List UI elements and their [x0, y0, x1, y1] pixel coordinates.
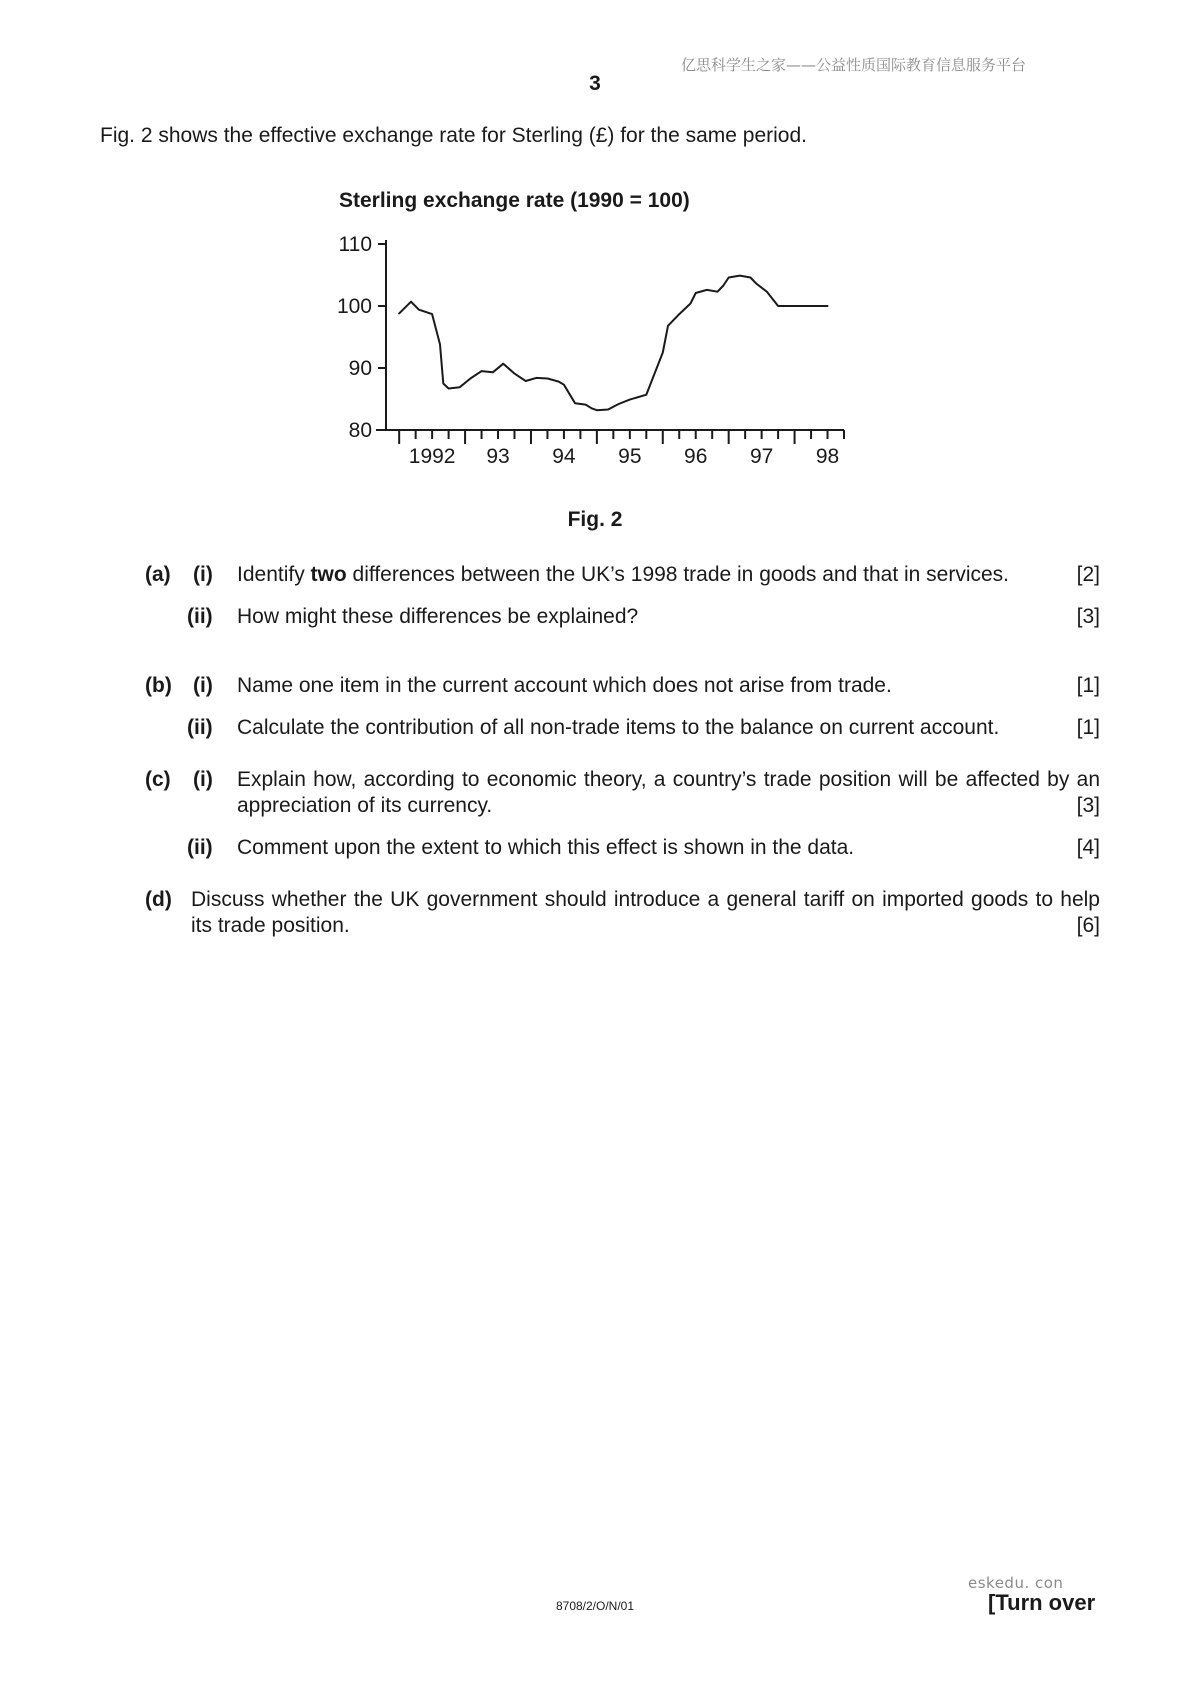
chart-title: Sterling exchange rate (1990 = 100)	[339, 189, 690, 212]
turn-over-label: [Turn over	[988, 1590, 1096, 1615]
question-mark: [2]	[1076, 563, 1100, 586]
x-tick-label: 98	[815, 445, 840, 468]
question-part-label: (c)	[145, 768, 171, 791]
question-sub-label: (ii)	[187, 716, 213, 739]
question-mark: [3]	[1076, 605, 1100, 628]
question-sub-label: (i)	[193, 768, 213, 791]
question-text	[237, 562, 1057, 588]
page-number: 3	[589, 72, 601, 95]
question-part-label: (b)	[145, 674, 172, 697]
question-b-i	[145, 673, 1100, 703]
question-text: Discuss whether the UK government should introduce a general tariff on imported goods to help its trade position.	[191, 888, 1100, 937]
question-text-prefix: Identify	[237, 563, 311, 586]
y-tick-label: 90	[348, 357, 372, 380]
y-tick-label: 80	[348, 419, 372, 442]
question-mark: [3]	[1076, 794, 1100, 817]
question-c-i	[145, 767, 1100, 823]
question-text-rest: differences between the UK’s 1998 trade in goods and that in services.	[346, 563, 1010, 586]
figure-caption: Fig. 2	[567, 508, 623, 531]
question-text: Name one item in the current account which does not arise from trade.	[237, 674, 892, 697]
question-sub-label: (ii)	[187, 836, 213, 859]
question-text: Calculate the contribution of all non-trade items to the balance on current account.	[237, 716, 1000, 739]
question-part-label: (a)	[145, 563, 171, 586]
question-sub-label: (i)	[193, 563, 213, 586]
question-text-emphasis: two	[310, 563, 347, 586]
intro-text: Fig. 2 shows the effective exchange rate for Sterling (£) for the same period.	[100, 124, 807, 147]
question-c-ii	[145, 835, 1100, 865]
question-sub-label: (i)	[193, 674, 213, 697]
x-tick-label: 93	[486, 445, 510, 468]
x-tick-label: 95	[618, 445, 642, 468]
paper-code: 8708/2/O/N/01	[555, 1599, 635, 1613]
question-a-ii	[145, 604, 1100, 634]
question-mark: [1]	[1076, 674, 1100, 697]
y-tick-label: 100	[336, 295, 372, 318]
exchange-rate-line	[399, 276, 827, 411]
watermark-top-text: 亿思科学生之家——公益性质国际教育信息服务平台	[681, 56, 1027, 74]
question-mark: [6]	[1076, 914, 1100, 937]
question-text: Explain how, according to economic theory, a country’s trade position will be affected by an appreciation of its currency.	[237, 768, 1100, 817]
question-d	[145, 887, 1100, 943]
x-tick-label: 96	[684, 445, 708, 468]
question-sub-label: (ii)	[187, 605, 213, 628]
question-mark: [1]	[1076, 716, 1100, 739]
question-part-label: (d)	[145, 888, 172, 911]
watermark-bottom-text: eskedu. con	[968, 1574, 1064, 1592]
x-tick-label: 94	[552, 445, 576, 468]
question-a-i	[145, 562, 1100, 592]
question-mark: [4]	[1076, 836, 1100, 859]
question-text: How might these differences be explained?	[237, 605, 639, 628]
x-tick-label: 1992	[408, 445, 456, 468]
exchange-rate-chart	[320, 225, 860, 475]
question-text: Comment upon the extent to which this effect is shown in the data.	[237, 836, 855, 859]
question-b-ii	[145, 715, 1100, 745]
x-tick-label: 97	[749, 445, 774, 468]
y-tick-label: 110	[338, 233, 372, 256]
